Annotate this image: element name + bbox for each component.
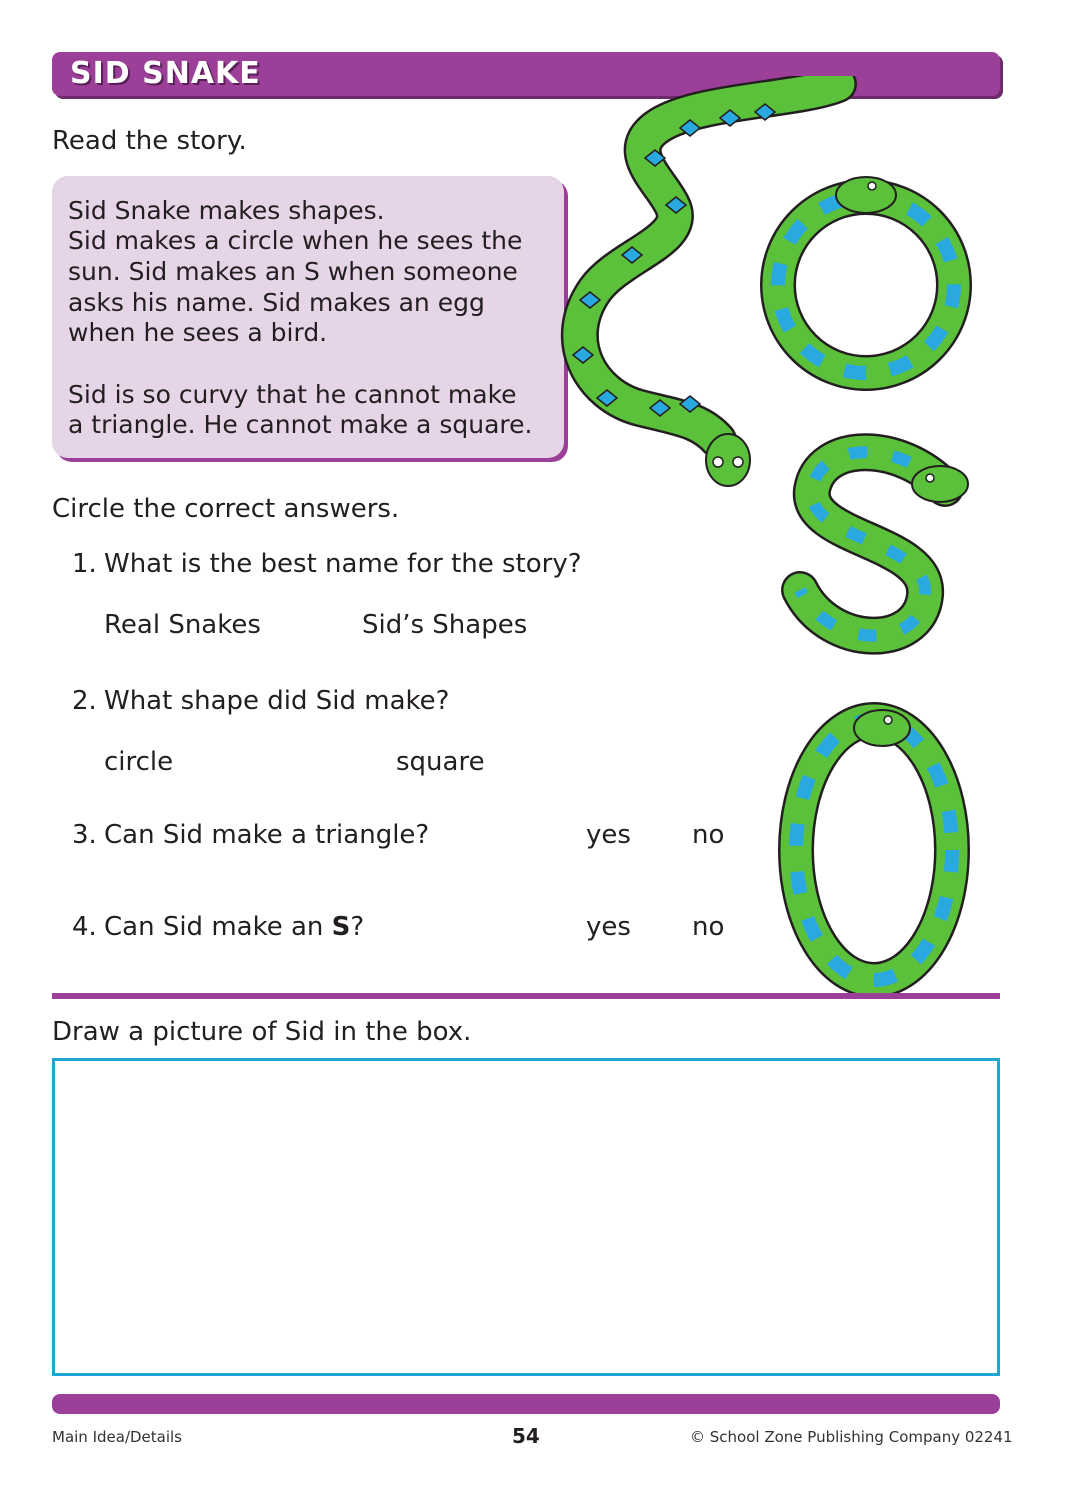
snakes-illustration (560, 76, 980, 1002)
question-2-number: 2. (72, 686, 97, 716)
question-3-text: Can Sid make a triangle? (104, 820, 430, 850)
page-number: 54 (512, 1424, 540, 1448)
question-4-text: Can Sid make an S? (104, 912, 365, 942)
answer-option[interactable]: yes (586, 820, 631, 850)
story-line: Sid is so curvy that he cannot make (68, 380, 517, 409)
answer-option[interactable]: no (692, 912, 725, 942)
story-line: a triangle. He cannot make a square. (68, 410, 533, 439)
answer-option[interactable]: Real Snakes (104, 610, 261, 640)
read-instruction: Read the story. (52, 126, 247, 156)
footer-topic: Main Idea/Details (52, 1428, 182, 1446)
story-line: asks his name. Sid makes an egg (68, 288, 485, 317)
story-box (52, 176, 564, 458)
question-4-number: 4. (72, 912, 97, 942)
story-line: sun. Sid makes an S when someone (68, 257, 518, 286)
answer-option[interactable]: yes (586, 912, 631, 942)
footer-bar (52, 1394, 1000, 1414)
answer-option[interactable]: Sid’s Shapes (362, 610, 528, 640)
question-2-text: What shape did Sid make? (104, 686, 450, 716)
answer-option[interactable]: circle (104, 747, 174, 777)
story-line: Sid Snake makes shapes. (68, 196, 385, 225)
story-line: when he sees a bird. (68, 318, 328, 347)
question-1-number: 1. (72, 549, 97, 579)
draw-instruction: Draw a picture of Sid in the box. (52, 1017, 472, 1047)
answer-option[interactable]: no (692, 820, 725, 850)
footer-copyright: © School Zone Publishing Company 02241 (690, 1428, 1013, 1446)
answer-option[interactable]: square (396, 747, 485, 777)
circle-instruction: Circle the correct answers. (52, 494, 400, 524)
page-title: SID SNAKE (70, 56, 261, 91)
section-divider (52, 993, 1000, 999)
question-3-number: 3. (72, 820, 97, 850)
story-line: Sid makes a circle when he sees the (68, 226, 523, 255)
drawing-box[interactable] (52, 1058, 1000, 1376)
question-1-text: What is the best name for the story? (104, 549, 582, 579)
